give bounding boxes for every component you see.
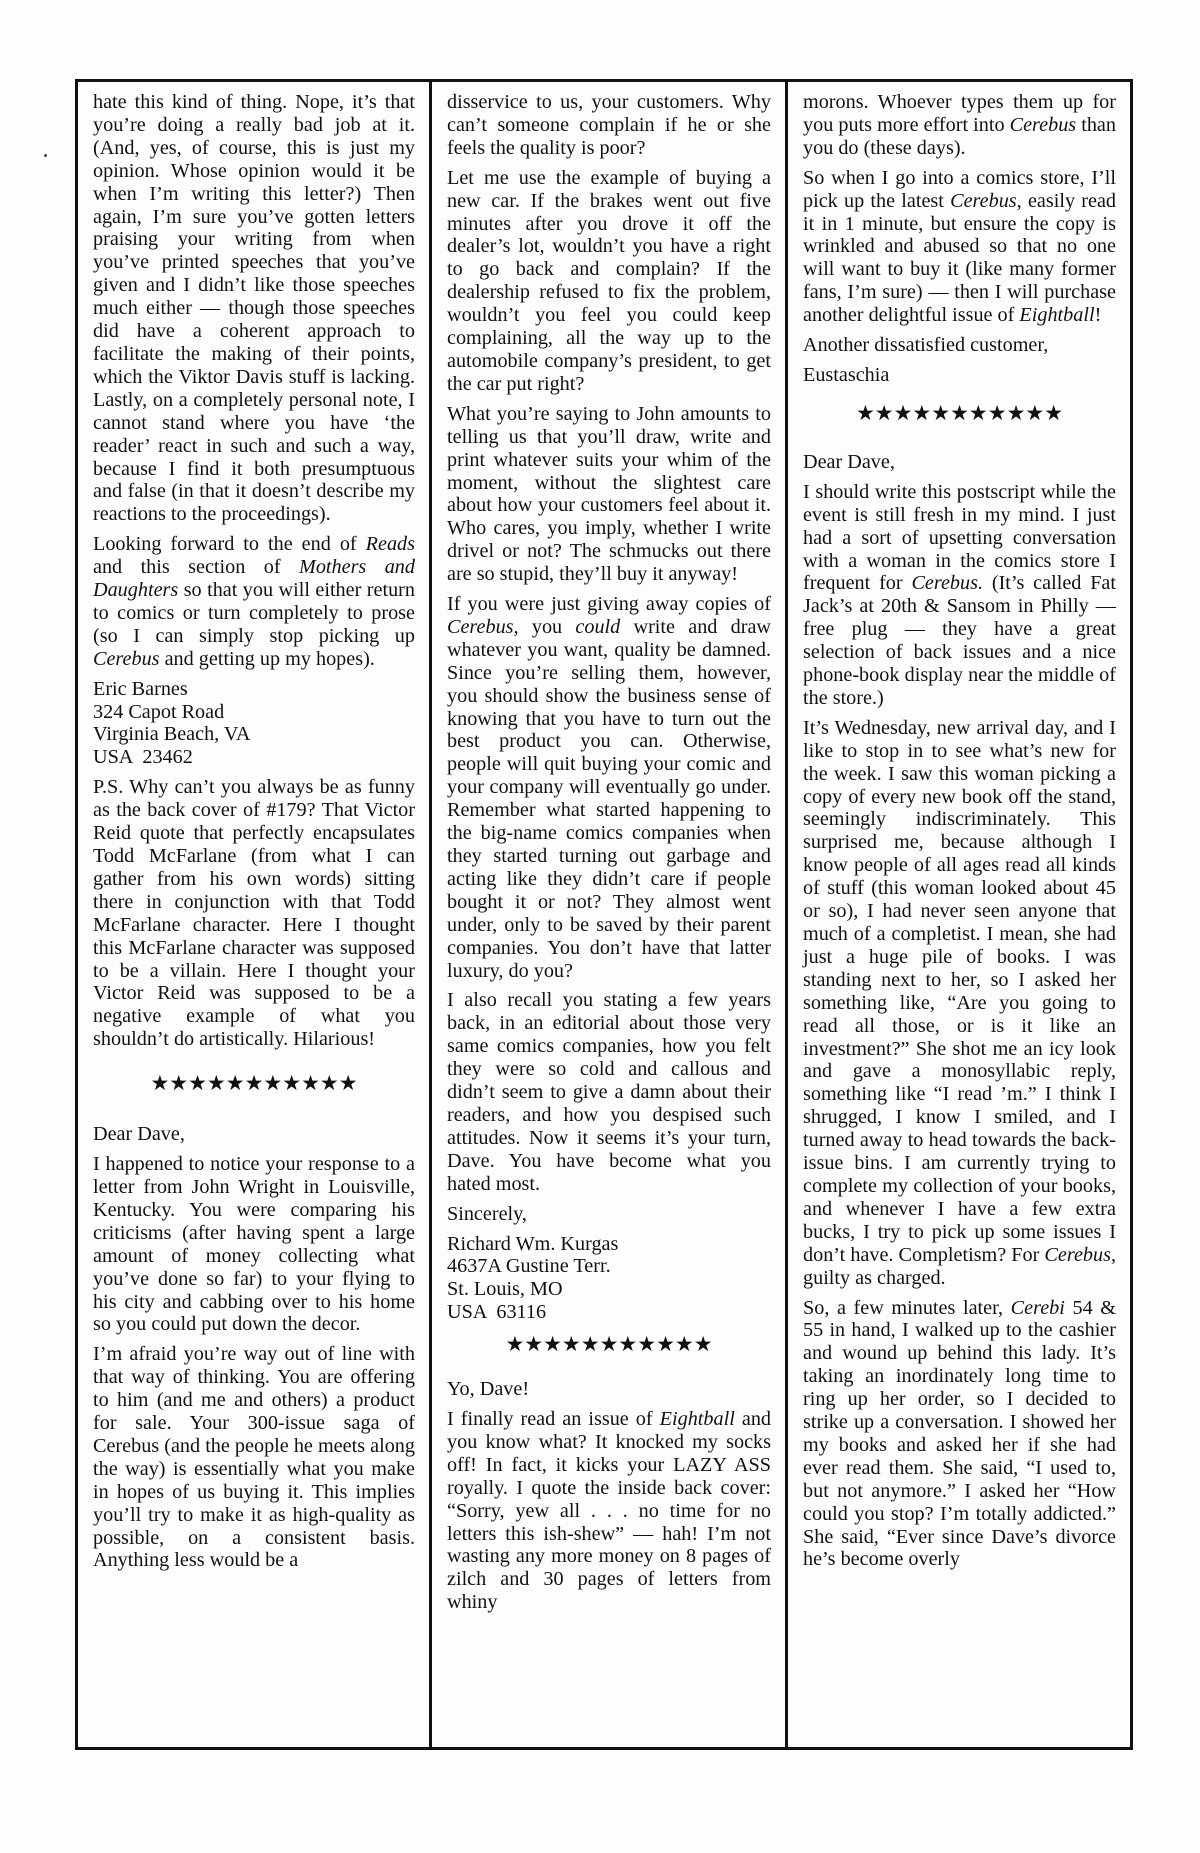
salutation: Dear Dave,: [93, 1123, 185, 1146]
letter-paragraph: I should write this postscript while the event is still fresh in my mind. I just had a sort of upsetting conversation with a woman in the comics store I frequent for Cerebus. (It’s called Fat Jack’s at 20th & Sansom in Philly — free plug — they have a great selection of back issues and a nice phone-book display near the middle of the store.): [803, 480, 1116, 709]
column-2: [429, 82, 785, 1747]
signature-city: Virginia Beach, VA: [93, 723, 251, 746]
letter-paragraph: I also recall you stating a few years back, in an editorial about those very same comics companies, how you felt they were so cold and callous and didn’t seem to give a damn about their readers, and how you despised such attitudes. Now it seems it’s your turn, Dave. You have become what you hated most.: [447, 989, 771, 1195]
letter-paragraph: hate this kind of thing. Nope, it’s that you’re doing a really bad job at it. (And, yes, of course, this is just my opinion. Whose opinion would it be when I’m writing this letter?) Then again, I’m sure you’ve gotten letters praising your writing from when you’ve printed speeches that you’ve given and I didn’t like those speeches much either — though those speeches did have a coherent approach to facilitate the making of their points, which the Viktor Davis stuff is lacking. Lastly, on a completely personal note, I cannot stand where you have ‘the reader’ react in such and such a way, because I find it both presumptuous and false (in that it doesn’t describe my reactions to the proceedings).: [93, 91, 415, 526]
signature-street: 4637A Gustine Terr.: [447, 1255, 611, 1278]
letter-paragraph: disservice to us, your customers. Why can’t someone complain if he or she feels the quality is poor?: [447, 91, 771, 159]
letters-page-frame: [75, 79, 1133, 1750]
signature-street: 324 Capot Road: [93, 700, 225, 723]
letter-paragraph: What you’re saying to John amounts to telling us that you’ll draw, write and print whatever suits your whim of the moment, without the slightest care about how your customers feel about it. Who cares, you imply, whether I write drivel or not? The schmucks out there are so stupid, they’ll buy it anyway!: [447, 402, 771, 586]
salutation: Dear Dave,: [803, 450, 895, 473]
closing: Sincerely,: [447, 1202, 527, 1225]
signature-name: Eric Barnes: [93, 677, 188, 700]
signature-name: Richard Wm. Kurgas: [447, 1232, 619, 1255]
salutation: Yo, Dave!: [447, 1378, 530, 1401]
column-1: [78, 82, 429, 1747]
signature-zip: USA 63116: [447, 1301, 547, 1324]
letter-paragraph: Let me use the example of buying a new car. If the brakes went out five minutes after you drove it off the dealer’s lot, wouldn’t you have a right to go back and complain? If the dealership refused to fix the problem, wouldn’t you feel you could keep complaining, all the way up to the automobile company’s president, to get the car put right?: [447, 166, 771, 395]
letter-paragraph: I happened to notice your response to a letter from John Wright in Louisville, Kentucky. You were comparing his criticisms (after having spent a large amount of money collecting what you’ve done so far) to your flying to his city and cabbing over to his home so you could put down the decor.: [93, 1153, 415, 1336]
letter-paragraph: So when I go into a comics store, I’ll pick up the latest Cerebus, easily read it in 1 minute, but ensure the copy is wrinkled and abused so that no one will want to buy it (like many former fans, I’m sure) — then I will purchase another delightful issue of Eightball!: [803, 166, 1116, 327]
letter-paragraph: Looking forward to the end of Reads and this section of Mothers and Daughters so that you will either return to comics or turn completely to prose (so I can simply stop picking up Cerebus and getting up my hopes).: [93, 533, 415, 670]
letter-paragraph: I’m afraid you’re way out of line with that way of thinking. You are offering to him (and me and others) a product for sale. Your 300-issue saga of Cerebus (and the people he meets along the way) is essentially what you make in hopes of us buying it. This implies you’ll try to make it as high-quality as possible, on a consistent basis. Anything less would be a: [93, 1343, 415, 1572]
star-separator-icon: ★★★★★★★★★★★: [855, 400, 1064, 425]
postscript: P.S. Why can’t you always be as funny as the back cover of #179? That Victor Reid quote that perfectly encapsulates Todd McFarlane (from what I can gather from his own words) sitting there in conjunction with that Todd McFarlane character. Here I thought this McFarlane character was supposed to be a villain. Here I thought your Victor Reid was supposed to be a negative example of what you shouldn’t do artistically. Hilarious!: [93, 776, 415, 1051]
letter-paragraph: It’s Wednesday, new arrival day, and I like to stop in to see what’s new for the week. I saw this woman picking a copy of every new book off the stand, seemingly indiscriminately. This surprised me, because although I know people of all ages read all kinds of stuff (this woman looked about 45 or so), I had never seen anyone that much of a completist. I mean, she had just a huge pile of books. I was standing next to her, so I asked her something like, “Are you going to read all those, or is it like an investment?” She shot me an icy look and gave a monosyllabic reply, something like “I read ’m.” I think I shrugged, I know I smiled, and I turned away to head towards the back-issue bins. I am currently trying to complete my collection of your books, and whenever I have a few extra bucks, I try to pick up some issues I don’t have. Completism? For Cerebus, guilty as charged.: [803, 716, 1116, 1289]
letter-paragraph: morons. Whoever types them up for you puts more effort into Cerebus than you do (these days).: [803, 91, 1116, 159]
star-separator-icon: ★★★★★★★★★★★: [505, 1332, 713, 1357]
letter-paragraph: If you were just giving away copies of Cerebus, you could write and draw whatever you want, quality be damned. Since you’re selling them, however, you should show the business sense of knowing that you have to turn out the best product you can. Otherwise, people will quit buying your comic and your company will eventually go under. Remember what started happening to the big-name comics companies when they started turning out garbage and acting like they didn’t care if people bought it or not? They almost went under, only to be saved by their parent companies. You don’t have that latter luxury, do you?: [447, 593, 772, 982]
signature-block: [93, 678, 415, 770]
letter-paragraph: So, a few minutes later, Cerebi 54 & 55 in hand, I walked up to the cashier and wound up behind this lady. It’s taking an inordinately long time to ring up her order, so I decided to strike up a conversation. I showed her my books and asked her if she had ever read them. She said, “I used to, but not anymore.” I asked her “How could you stop? I’m totally addicted.” She said, “Ever since Dave’s divorce he’s become overly: [803, 1296, 1116, 1571]
closing: Another dissatisfied customer,: [803, 334, 1049, 357]
star-separator-icon: ★★★★★★★★★★★: [150, 1071, 358, 1096]
letter-paragraph: I finally read an issue of Eightball and you know what? It knocked my socks off! In fact, it kicks your LAZY ASS royally. I quote the inside back cover: “Sorry, yew all . . . no time for no letters this ish-shew” — hah! I’m not wasting any more money on 8 pages of zilch and 30 pages of letters from whiny: [447, 1408, 772, 1614]
signature-name: Eustaschia: [803, 363, 890, 386]
signature-zip: USA 23462: [93, 746, 193, 769]
column-3: [785, 82, 1130, 1747]
signature-block: [447, 1233, 771, 1325]
print-speck: [44, 154, 47, 157]
signature-city: St. Louis, MO: [447, 1278, 563, 1301]
